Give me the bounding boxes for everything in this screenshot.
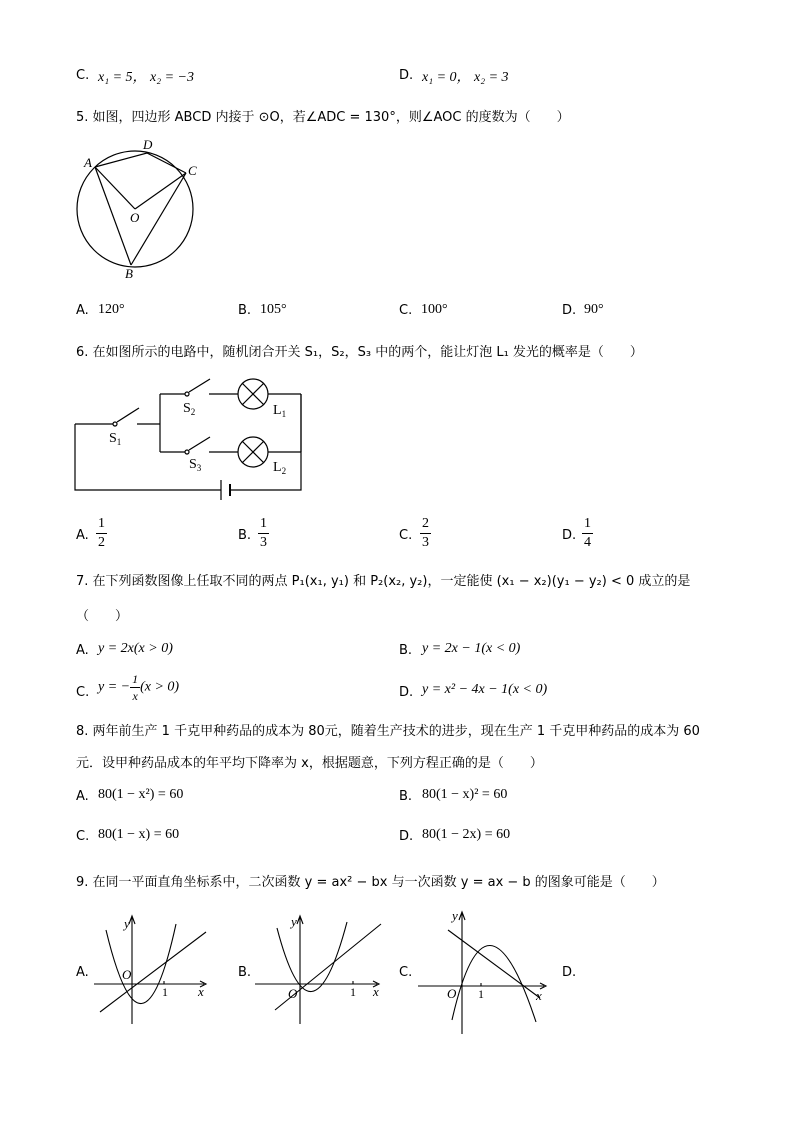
label-b: B	[125, 266, 133, 281]
q8-option-d-text: 80(1 − 2x) = 60	[422, 827, 511, 842]
q8-option-a-label: A.	[76, 789, 89, 804]
q7-stem: 7. 在下列函数图像上任取不同的两点 P₁(x₁, y₁) 和 P₂(x₂, y₂)，一定能使 (x₁ − x₂)(y₁ − y₂) < 0 成立的是	[76, 574, 691, 589]
q9-option-c-label: C.	[399, 965, 413, 980]
q4-option-d-label: D.	[399, 68, 414, 83]
q6-option-d-label: D.	[562, 528, 577, 543]
q4-option-d-expr: x₁ = 0， x₂ = 3	[422, 70, 509, 85]
q7-option-b-label: B.	[399, 643, 413, 658]
q8-option-b-label: B.	[399, 789, 413, 804]
wire-bottom-right	[230, 394, 301, 490]
q8-option-a-text: 80(1 − x²) = 60	[98, 787, 184, 802]
q5-option-c-label: C.	[399, 303, 413, 318]
q7-paren: （ ）	[76, 609, 129, 624]
origin-label: O	[122, 967, 132, 982]
q8-option-d-label: D.	[399, 829, 414, 844]
label-a: A	[84, 155, 92, 170]
q5-option-c-text: 100°	[421, 302, 448, 317]
wire-left-bottom	[75, 424, 221, 490]
q7-option-c-label: C.	[76, 685, 90, 700]
q9-graph-a	[94, 912, 209, 1024]
chord-ab	[95, 167, 131, 265]
line	[100, 932, 206, 1012]
label-l2: $L_2$	[273, 460, 287, 476]
x-label: x	[536, 988, 542, 1003]
q6-circuit-figure	[75, 372, 315, 497]
parabola	[277, 922, 347, 992]
y-label: y	[124, 916, 130, 931]
q6-option-b-label: B.	[238, 528, 252, 543]
label-l1: $L_1$	[273, 403, 287, 419]
q8-option-c-text: 80(1 − x) = 60	[98, 827, 180, 842]
q8-stem-line2: 元．设甲种药品成本的年平均下降率为 x，根据题意，下列方程正确的是（ ）	[76, 756, 543, 771]
q6-option-d-frac: $\frac{1}{4}$	[584, 516, 591, 550]
q5-option-b-label: B.	[238, 303, 252, 318]
parabola	[452, 945, 536, 1022]
q5-stem: 5. 如图，四边形 ABCD 内接于 ⊙O，若∠ADC = 130°，则∠AOC 的度数为（ ）	[76, 110, 570, 125]
q4-option-c-label: C.	[76, 68, 90, 83]
switch-s2-blade	[189, 379, 210, 392]
q7-option-d-label: D.	[399, 685, 414, 700]
switch-s1-blade	[117, 408, 139, 422]
q5-circle-figure	[70, 135, 200, 280]
label-c: C	[188, 163, 197, 178]
radius-oa	[95, 167, 135, 209]
y-label: y	[452, 908, 458, 923]
label-s1: $S_1$	[109, 431, 122, 447]
q5-option-a-label: A.	[76, 303, 89, 318]
q9-option-a-label: A.	[76, 965, 89, 980]
q7-option-c-expr: y = − $\frac{1}{x}$ (x > 0)	[98, 672, 180, 703]
q7-option-a-text: y = 2x(x > 0)	[98, 641, 173, 656]
origin-label: O	[288, 986, 298, 1001]
q5-option-a-text: 120°	[98, 302, 125, 317]
tick-one-label: 1	[350, 985, 356, 999]
x-label: x	[198, 984, 204, 999]
label-d: D	[143, 137, 153, 152]
q9-stem: 9. 在同一平面直角坐标系中，二次函数 y = ax² − bx 与一次函数 y = ax − b 的图象可能是（ ）	[76, 875, 665, 890]
label-o: O	[130, 210, 140, 225]
q6-option-a-label: A.	[76, 528, 89, 543]
tick-one-label: 1	[162, 985, 168, 999]
q9-graph-b	[255, 912, 385, 1024]
q5-option-b-text: 105°	[260, 302, 287, 317]
y-label: y	[291, 914, 297, 929]
label-s3: $S_3$	[189, 457, 202, 473]
q9-option-b-label: B.	[238, 965, 252, 980]
label-s2: $S_2$	[183, 401, 196, 417]
q9-option-d-label: D.	[562, 965, 577, 980]
chord-adc	[95, 153, 186, 173]
switch-s3-blade	[189, 437, 210, 450]
q7-option-b-text: y = 2x − 1(x < 0)	[422, 641, 521, 656]
q8-option-b-text: 80(1 − x)² = 60	[422, 787, 508, 802]
q9-graph-c	[418, 906, 553, 1036]
origin-label: O	[447, 986, 457, 1001]
q6-option-c-label: C.	[399, 528, 413, 543]
x-label: x	[373, 984, 379, 999]
q6-option-b-frac: $\frac{1}{3}$	[260, 516, 267, 550]
q5-option-d-text: 90°	[584, 302, 604, 317]
radius-oc	[135, 173, 186, 209]
q8-stem-line1: 8. 两年前生产 1 千克甲种药品的成本为 80元，随着生产技术的进步，现在生产 1 千克甲种药品的成本为 60	[76, 724, 700, 739]
q8-option-c-label: C.	[76, 829, 90, 844]
q6-stem: 6. 在如图所示的电路中，随机闭合开关 S₁，S₂，S₃ 中的两个，能让灯泡 L₁ 发光的概率是（ ）	[76, 345, 643, 360]
tick-one-label: 1	[478, 987, 484, 1001]
q6-option-c-frac: $\frac{2}{3}$	[422, 516, 429, 550]
q7-option-a-label: A.	[76, 643, 89, 658]
q5-option-d-label: D.	[562, 303, 577, 318]
q7-option-d-text: y = x² − 4x − 1(x < 0)	[422, 682, 548, 697]
q6-option-a-frac: $\frac{1}{2}$	[98, 516, 105, 550]
q4-option-c-expr: x₁ = 5， x₂ = −3	[98, 70, 195, 85]
